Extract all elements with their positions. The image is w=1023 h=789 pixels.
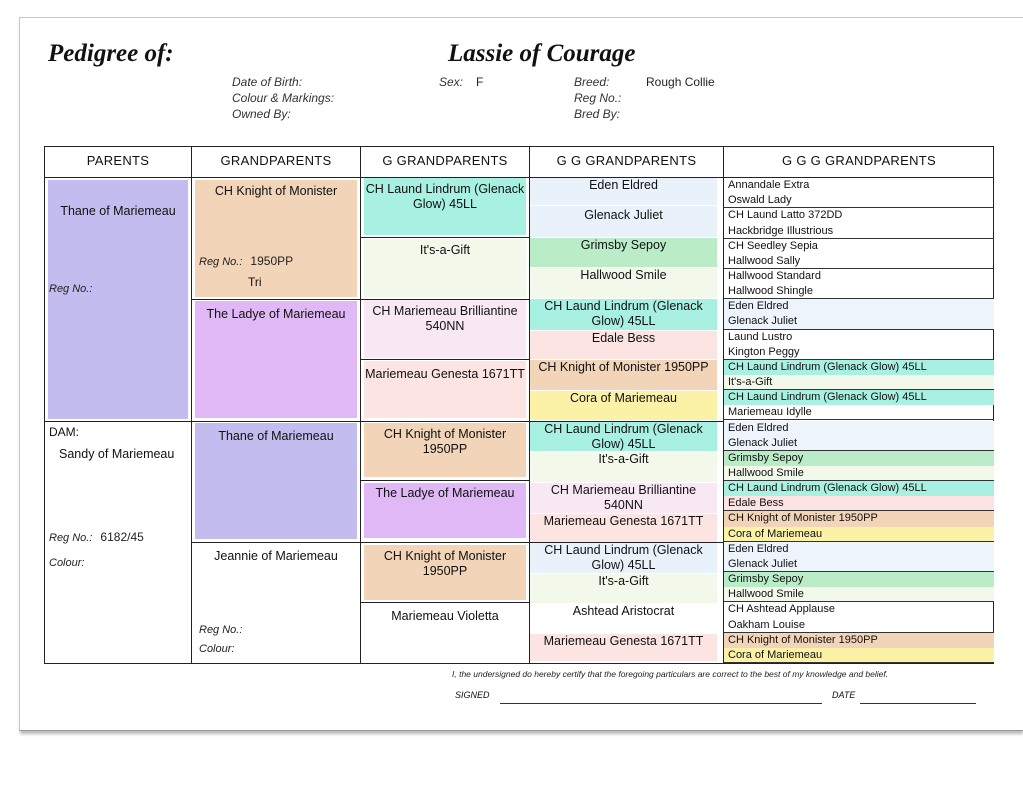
ggggp-cell-5: CH Seedley Sepia (728, 239, 818, 252)
ggggp-cell-11: Laund Lustro (728, 330, 793, 343)
signed-label: SIGNED (455, 690, 490, 700)
dam-name: Sandy of Mariemeau (59, 447, 175, 461)
colour-markings-label: Colour & Markings: (232, 91, 335, 105)
gggp-name-11: CH Mariemeau Brilliantine 540NN (550, 483, 697, 512)
ggggp-cell-17: Eden Eldred (724, 421, 994, 436)
ggggp-cell-6: Hallwood Sally (724, 254, 994, 269)
ggggp-cell-20: Hallwood Smile (724, 466, 994, 481)
gggp-name-14: It's-a-Gift (598, 574, 649, 588)
gggp-name-4: Hallwood Smile (580, 268, 667, 282)
gp-divider-3 (192, 542, 360, 543)
ggggp-cell-3: CH Laund Latto 372DD (728, 209, 843, 222)
ggp-cell-6 (364, 483, 526, 538)
gggp-name-7: CH Knight of Monister 1950PP (538, 360, 709, 374)
col-divider (723, 147, 724, 663)
ggp-divider (361, 480, 529, 481)
ggp-divider (361, 542, 529, 543)
sex-value: F (476, 75, 484, 89)
gp4-colour-label: Colour: (199, 643, 235, 655)
breed-label: Breed: (574, 75, 610, 89)
gggp-cell-5 (530, 299, 717, 330)
owned-by-label: Owned By: (232, 107, 291, 121)
ggp-divider (361, 359, 529, 360)
col-divider (529, 147, 530, 663)
gp-divider-2 (192, 421, 360, 422)
date-line[interactable] (860, 703, 976, 704)
gggp-cell-4 (530, 268, 717, 298)
ggggp-cell-32: Cora of Mariemeau (724, 648, 994, 663)
gggp-cell-12 (530, 514, 717, 542)
gp4-reg-label: Reg No.: (199, 624, 243, 636)
ggggp-cell-19: Grimsby Sepoy (724, 451, 994, 466)
gggp-name-16: Mariemeau Genesta 1671TT (543, 634, 704, 648)
gggp-cell-7 (530, 360, 717, 390)
col-header-grandparents: GRANDPARENTS (220, 153, 332, 168)
col-divider (191, 147, 192, 663)
gp1-reg-value: 1950PP (250, 254, 294, 268)
parent-divider (45, 421, 191, 422)
gggp-name-8: Cora of Mariemeau (570, 391, 677, 405)
signature-line[interactable] (500, 703, 822, 704)
ggggp-cell-14: It's-a-Gift (724, 375, 994, 390)
ggp-cell-2 (364, 239, 526, 297)
gggp-name-13: CH Laund Lindrum (Glenack Glow) 45LL (544, 543, 703, 572)
gggp-name-2: Glenack Juliet (584, 208, 663, 222)
ggp-name-1: CH Laund Lindrum (Glenack Glow) 45LL (365, 182, 525, 211)
ggggp-cell-27: Grimsby Sepoy (724, 572, 994, 587)
gggp-cell-11 (530, 483, 717, 513)
ggp-cell-8 (364, 605, 526, 661)
ggp-cell-3 (364, 300, 526, 358)
col-header-ggg-grandparents: G G G GRANDPARENTS (782, 153, 936, 168)
date-label: DATE (832, 690, 856, 700)
gggp-name-12: Mariemeau Genesta 1671TT (543, 514, 704, 528)
gggp-cell-2 (530, 206, 717, 237)
ggggp-cell-22: Edale Bess (724, 496, 994, 511)
gp2-cell (195, 301, 357, 418)
pedigree-grid (44, 146, 994, 664)
bred-by-label: Bred By: (574, 107, 621, 121)
certification-text: I, the undersigned do hereby certify that the foregoing particulars are correct to the best of my knowledge and belief. (452, 669, 889, 679)
breed-value: Rough Collie (646, 75, 715, 89)
ggp-cell-7 (364, 545, 526, 600)
gggp-cell-15 (530, 604, 717, 633)
gggp-cell-1 (530, 178, 717, 205)
gggp-cell-10 (530, 452, 717, 482)
gp1-name: CH Knight of Monister (214, 184, 338, 198)
ggp-cell-4 (364, 361, 526, 418)
ggp-name-6: The Ladye of Mariemeau (375, 486, 515, 500)
ggggp-cell-29: CH Ashtead Applause (728, 603, 836, 616)
ggggp-cell-9: Eden Eldred (724, 299, 994, 314)
sex-label: Sex: (439, 75, 464, 89)
gp-divider-1 (192, 299, 360, 300)
ggggp-cell-28: Hallwood Smile (724, 587, 994, 602)
gggp-name-1: Eden Eldred (589, 178, 658, 192)
gggp-cell-9 (530, 422, 717, 451)
ggggp-cell-26: Glenack Juliet (724, 557, 994, 572)
ggp-name-8: Mariemeau Violetta (391, 609, 499, 623)
ggggp-cell-30: Oakham Louise (724, 618, 994, 633)
dam-colour-label: Colour: (49, 557, 85, 569)
ggggp-cell-15: CH Laund Lindrum (Glenack Glow) 45LL (724, 390, 994, 405)
ggggp-cell-24: Cora of Mariemeau (724, 527, 994, 542)
gggp-name-10: It's-a-Gift (598, 452, 649, 466)
gp4-name: Jeannie of Mariemeau (214, 549, 338, 563)
gggp-cell-13 (530, 543, 717, 573)
gggp-cell-8 (530, 391, 717, 420)
dog-name-title: Lassie of Courage (448, 40, 636, 67)
gp1-colour: Tri (248, 275, 262, 289)
gggp-name-6: Edale Bess (591, 331, 656, 345)
gggp-name-9: CH Laund Lindrum (Glenack Glow) 45LL (544, 422, 703, 451)
gp1-reg: Reg No.: 1950PP (199, 254, 294, 268)
gggp-name-3: Grimsby Sepoy (580, 238, 667, 252)
dam-reg-value: 6182/45 (100, 530, 144, 544)
gggp-cell-3 (530, 238, 717, 267)
gggp-cell-16 (530, 634, 717, 661)
ggggp-cell-16: Mariemeau Idylle (724, 405, 994, 420)
gggp-name-5: CH Laund Lindrum (Glenack Glow) 45LL (544, 299, 703, 328)
ggggp-cell-4: Hackbridge Illustrious (724, 224, 994, 239)
ggggp-cell-1: Annandale Extra (728, 179, 810, 191)
gp3-cell (195, 423, 357, 539)
ggp-name-7: CH Knight of Monister 1950PP (383, 549, 507, 578)
dam-reg-label: Reg No.: 6182/45 (49, 530, 144, 544)
ggggp-cell-10: Glenack Juliet (724, 314, 994, 329)
sire-reg-label: Reg No.: (49, 283, 93, 295)
ggggp-cell-13: CH Laund Lindrum (Glenack Glow) 45LL (724, 360, 994, 375)
ggp-divider (361, 237, 529, 238)
ggggp-cell-23: CH Knight of Monister 1950PP (724, 511, 994, 526)
gggp-cell-14 (530, 574, 717, 603)
ggp-divider (361, 602, 529, 603)
ggggp-cell-18: Glenack Juliet (724, 436, 994, 451)
col-header-gg-grandparents: G G GRANDPARENTS (556, 153, 697, 168)
ggp-name-3: CH Mariemeau Brilliantine 540NN (372, 304, 518, 333)
parent-sire-cell (48, 180, 188, 419)
ggp-name-2: It's-a-Gift (419, 243, 471, 257)
ggggp-cell-8: Hallwood Shingle (724, 284, 994, 299)
ggggp-cell-7: Hallwood Standard (728, 269, 821, 282)
ggggp-cell-25: Eden Eldred (724, 542, 994, 557)
col-divider (360, 147, 361, 663)
ggp-name-5: CH Knight of Monister 1950PP (383, 427, 507, 456)
gggp-name-15: Ashtead Aristocrat (572, 604, 675, 618)
ggggp-cell-31: CH Knight of Monister 1950PP (724, 633, 994, 648)
gggp-cell-6 (530, 331, 717, 359)
col-header-g-grandparents: G GRANDPARENTS (382, 153, 508, 168)
ggggp-cell-12: Kington Peggy (724, 345, 994, 360)
gp2-name: The Ladye of Mariemeau (206, 307, 346, 321)
pedigree-title-label: Pedigree of: (48, 40, 174, 67)
reg-no-label: Reg No.: (574, 91, 622, 105)
ggp-name-4: Mariemeau Genesta 1671TT (365, 367, 525, 381)
ggp-divider (361, 421, 529, 422)
gp3-name: Thane of Mariemeau (218, 429, 334, 443)
ggggp-cell-21: CH Laund Lindrum (Glenack Glow) 45LL (724, 481, 994, 496)
sire-name: Thane of Mariemeau (60, 204, 176, 218)
ggggp-cell-2: Oswald Lady (724, 193, 994, 208)
ggp-cell-5 (364, 423, 526, 477)
ggggp-column (724, 178, 994, 663)
dob-label: Date of Birth: (232, 75, 303, 89)
gp1-cell (195, 180, 357, 297)
dam-tag: DAM: (49, 425, 79, 439)
ggp-cell-1 (364, 178, 526, 235)
col-header-parents: PARENTS (86, 153, 150, 168)
